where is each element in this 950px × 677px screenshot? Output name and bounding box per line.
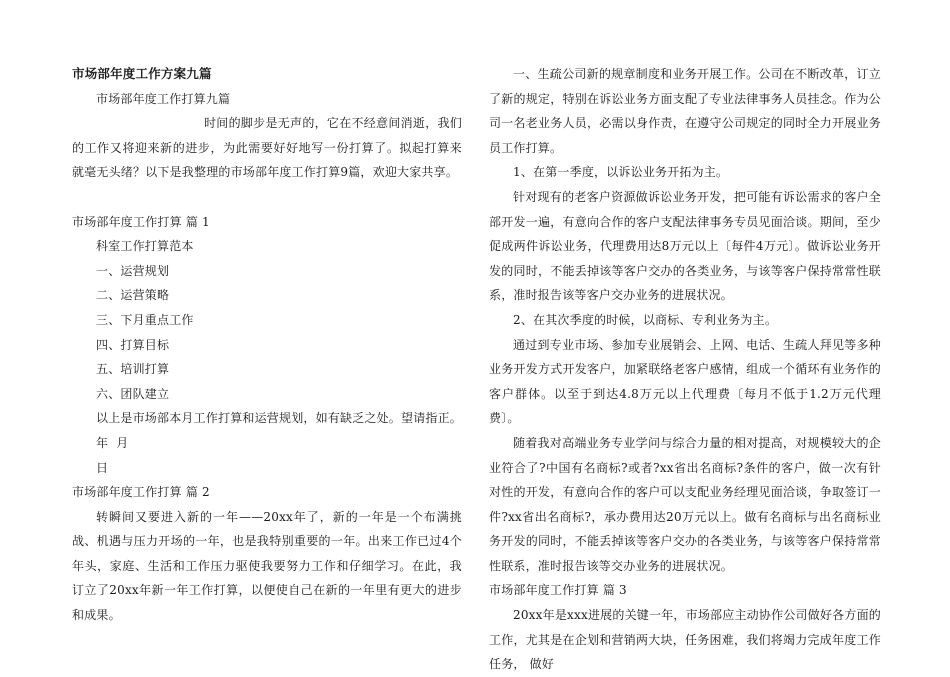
date-day: 日	[96, 460, 109, 475]
paragraph: 一、生疏公司新的规章制度和业务开展工作。公司在不断改革，订立了新的规定，特别在诉讼业务方面支配了专业法律事务人员挂念。作为公司一名老业务人员，必需以身作责，在遵守公司规定的同时全力开展业务员工作打算。	[489, 67, 881, 155]
section-1-item: 三、下月重点工作	[96, 312, 194, 327]
section-1-item: 六、团队建立	[96, 386, 170, 401]
section-1-item: 四、打算目标	[96, 337, 170, 352]
section-1-item: 一、运营规划	[96, 263, 170, 278]
section-1-subheading: 科室工作打算范本	[96, 239, 194, 254]
paragraph: 通过到专业市场、参加专业展销会、上网、电话、生疏人拜见等多种业务开发方式开发客户，加紧联络老客户感情，组成一个循环有业务作的客户群体。以至于到达4.8万元以上代理费〔每月不低于1.2万元代理费〕。	[489, 337, 881, 426]
section-2-heading: 市场部年度工作打算 篇 2	[72, 485, 210, 500]
date-year-month: 年 月	[96, 435, 129, 450]
section-1-item: 五、培训打算	[96, 362, 170, 377]
section-1-heading: 市场部年度工作打算 篇 1	[72, 214, 210, 229]
paragraph: 1、在第一季度，以诉讼业务开拓为主。	[513, 165, 729, 180]
section-1-item: 二、运营策略	[96, 288, 170, 303]
section-3-heading: 市场部年度工作打算 篇 3	[489, 583, 627, 598]
right-column	[489, 62, 881, 677]
left-column	[72, 62, 462, 628]
section-1-closing: 以上是市场部本月工作打算和运营规划，如有缺乏之处。望请指正。	[96, 411, 463, 426]
paragraph: 2、在其次季度的时候，以商标、专利业务为主。	[513, 312, 778, 327]
section-2-body: 转瞬间又要进入新的一年——20xx年了，新的一年是一个布满挑战、机遇与压力开场的一年，也是我特别重要的一年。出来工作已过4个年头，家庭、生活和工作压力驱使我要努力工作和仔细学习。在此，我订立了20xx年新一年工作打算，以便使自己在新的一年里有更大的进步和成果。	[72, 509, 462, 623]
intro-paragraph: 时间的脚步是无声的，它在不经意间消逝，我们的工作又将迎来新的进步，为此需要好好地写一份打算了。拟起打算来就毫无头绪？以下是我整理的市场部年度工作打算9篇，欢迎大家共享。	[72, 116, 462, 180]
document-title: 市场部年度工作方案九篇	[72, 66, 212, 81]
paragraph: 针对现有的老客户资源做诉讼业务开发，把可能有诉讼需求的客户全部开发一遍，有意向合作的客户支配法律事务专员见面洽谈。期间，至少促成两件诉讼业务，代理费用达8万元以上〔每件4万元〕。做诉讼业务开发的同时，不能丢掉该等客户交办的各类业务，与该等客户保持常常性联系，准时报告该等客户交办业务的进展状况。	[489, 189, 881, 303]
spacer	[72, 185, 462, 210]
paragraph: 随着我对高端业务专业学问与综合力量的相对提高，对规模较大的企业符合了?中国有名商标?或者?xx省出名商标?条件的客户，做一次有针对性的开发，有意向合作的客户可以支配业务经理见面洽谈，争取签订一件?xx省出名商标?，承办费用达20万元以上。做有名商标与出名商标业务开发的同时，不能丢掉该等客户交办的各类业务，与该等客户保持常常性联系，准时报告该等交办业务的进展状况。	[489, 435, 881, 573]
paragraph: 20xx年是xxx进展的关键一年，市场部应主动协作公司做好各方面的工作，尤其是在企划和营销两大块，任务困难，我们将竭力完成年度工作任务， 做好	[489, 608, 881, 672]
document-subtitle: 市场部年度工作打算九篇	[96, 91, 231, 106]
